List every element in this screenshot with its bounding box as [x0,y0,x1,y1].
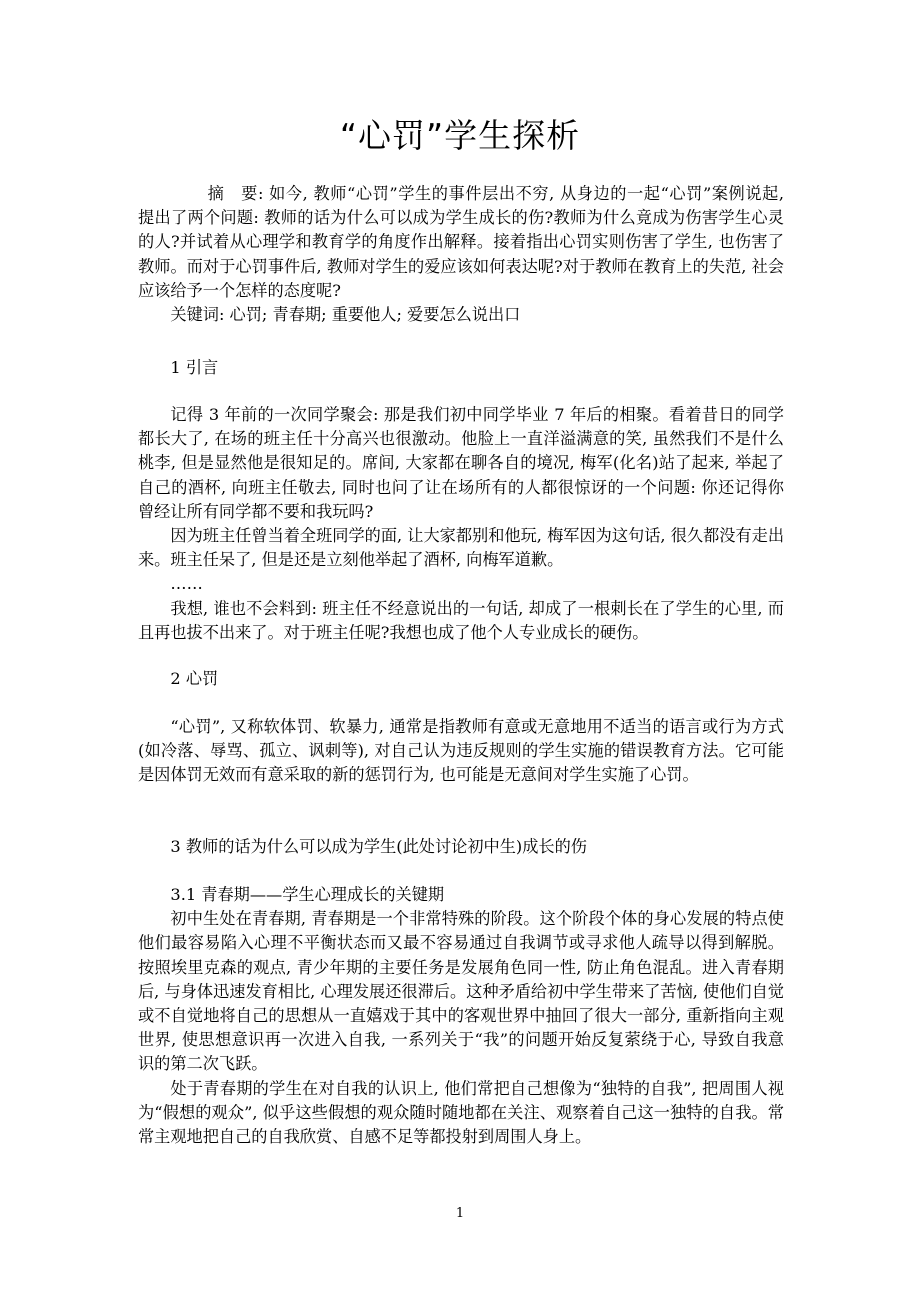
section-2-body [138,715,784,788]
keywords-line: 关键词: 心罚; 青春期; 重要他人; 爱要怎么说出口 [170,305,521,325]
abstract-paragraph: 摘 要: 如今, 教师“心罚”学生的事件层出不穷, 从身边的一起“心罚”案例说起, 提出了两个问题: 教师的话为什么可以成为学生成长的伤?教师为什么竟成为伤害学生心灵的人?并试着从心理学和教育学的角度作出解释。接着指出心罚实则伤害了学生, 也伤害了教师。而对于心罚事件后, 教师对学生的爱应该如何表达呢?对于教师在教育上的失范, 社会应该给予一个怎样的态度呢? [138,184,784,300]
abstract-block [138,182,784,327]
section-1-paragraph: 我想, 谁也不会料到: 班主任不经意说出的一句话, 却成了一根刺长在了学生的心里, 而且再也拔不出来了。对于班主任呢?我想也成了他个人专业成长的硬伤。 [138,598,784,642]
section-3-paragraph: 初中生处在青春期, 青春期是一个非常特殊的阶段。这个阶段个体的身心发展的特点使他们最容易陷入心理不平衡状态而又最不容易通过自我调节或寻求他人疏导以得到解脱。按照埃里克森的观点, 青少年期的主要任务是发展角色同一性, 防止角色混乱。进入青春期后, 与身体迅速发育相比, 心理发展还很滞后。这种矛盾给初中学生带来了苦恼, 使他们自觉或不自觉地将自己的思想从一直嬉戏于其中的客观世界中抽回了很大一部分, 重新指向主观世界, 使思想意识再一次进入自我, 一系列关于“我”的问题开始反复萦绕于心, 导致自我意识的第二次飞跃。 [138,909,784,1074]
page-number: 1 [455,1206,465,1221]
section-1-heading: 1 引言 [170,358,219,377]
section-3-heading: 3 教师的话为什么可以成为学生(此处讨论初中生)成长的伤 [170,837,587,856]
section-3-1-heading: 3.1 青春期——学生心理成长的关键期 [170,885,445,904]
section-3-paragraph: 处于青春期的学生在对自我的认识上, 他们常把自己想像为“独特的自我”, 把周围人视为“假想的观众”, 似乎这些假想的观众随时随地都在关注、观察着自己这一独特的自我。常常主观地把自己的自我欣赏、自感不足等都投射到周围人身上。 [138,1078,784,1147]
section-3 [138,835,784,859]
section-1-ellipsis: …… [170,574,203,594]
section-2-paragraph: “心罚”, 又称软体罚、软暴力, 通常是指教师有意或无意地用不适当的语言或行为方式(如冷落、辱骂、孤立、讽刺等), 对自己认为违反规则的学生实施的错误教育方法。它可能是因体罚无效而有意采取的新的惩罚行为, 也可能是无意间对学生实施了心罚。 [138,717,784,785]
section-2-heading: 2 心罚 [170,669,219,688]
section-1-body [138,403,784,645]
section-1 [138,356,784,380]
section-2 [138,667,784,691]
section-1-paragraph: 因为班主任曾当着全班同学的面, 让大家都别和他玩, 梅军因为这句话, 很久都没有走出来。班主任呆了, 但是还是立刻他举起了酒杯, 向梅军道歉。 [138,526,785,570]
section-3-body [138,883,784,1149]
document-title: “心罚”学生探析 [339,116,581,155]
section-1-paragraph: 记得 3 年前的一次同学聚会: 那是我们初中同学毕业 7 年后的相聚。看着昔日的同学都长大了, 在场的班主任十分高兴也很激动。他脸上一直洋溢满意的笑, 虽然我们不是什么桃李, 但是显然他是很知足的。席间, 大家都在聊各自的境况, 梅军(化名)站了起来, 举起了自己的酒杯, 向班主任敬去, 同时也问了让在场所有的人都很惊讶的一个问题: 你还记得你曾经让所有同学都不要和我玩吗? [138,405,784,521]
